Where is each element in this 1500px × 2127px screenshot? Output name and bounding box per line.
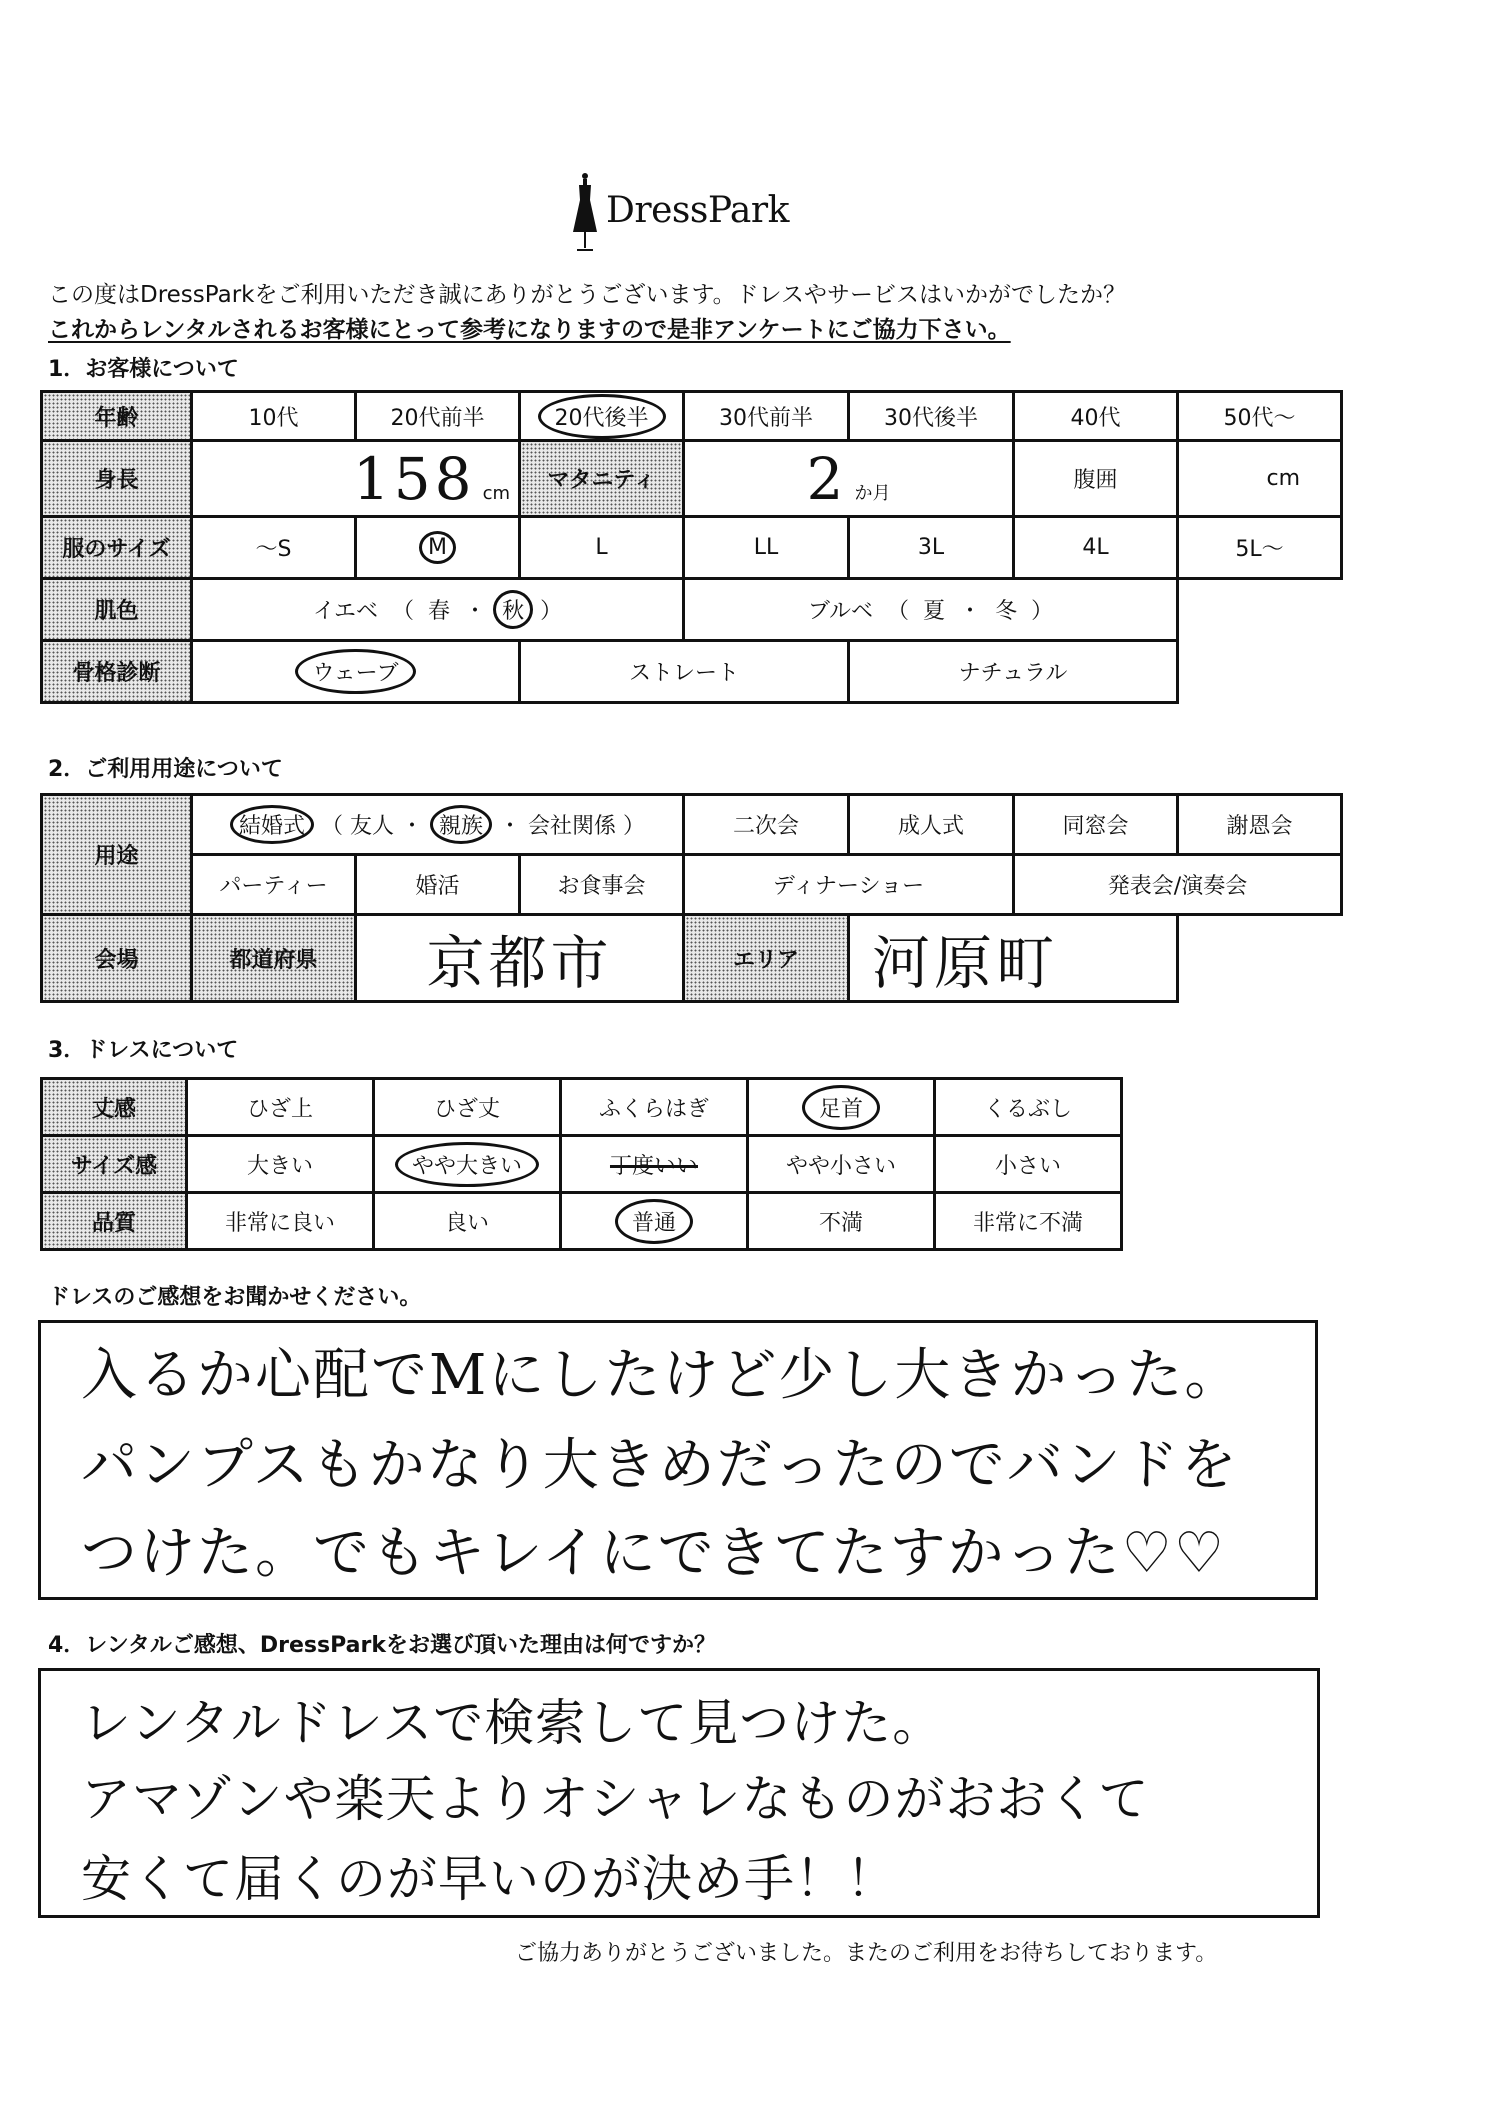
length-selected-circle: 足首 [802, 1085, 880, 1130]
size-option[interactable]: 4L [1014, 517, 1178, 579]
comment-line: つけた。でもキレイにできてたすかった♡♡ [81, 1521, 1227, 1586]
dress-table [40, 1077, 1123, 1251]
quality-selected-circle: 普通 [615, 1199, 693, 1244]
skin-summer: 夏 [923, 599, 946, 624]
section2-title: 2．ご利用用途について [48, 757, 283, 782]
waist-label: 腹囲 [1014, 441, 1178, 517]
empty-cell [1178, 641, 1342, 703]
size-option[interactable]: L [520, 517, 684, 579]
venue-label: 会場 [42, 915, 192, 1002]
usage-row-2 [42, 855, 1342, 915]
usage-option[interactable]: ディナーショー [684, 855, 1014, 915]
age-option[interactable]: 50代～ [1178, 392, 1342, 441]
size-option-selected[interactable] [356, 517, 520, 579]
usage-option[interactable]: 婚活 [356, 855, 520, 915]
skin-row [42, 579, 1342, 641]
skin-winter: 冬 [995, 599, 1018, 624]
skin-spring: 春 [428, 599, 451, 624]
paren-close: ） [1031, 599, 1054, 624]
length-option[interactable]: ひざ上 [187, 1079, 374, 1136]
quality-row [42, 1193, 1122, 1250]
paren-close: ） [623, 814, 646, 839]
length-option-selected[interactable] [748, 1079, 935, 1136]
skin-blue-cell[interactable] [684, 579, 1178, 641]
wedding-company: 会社関係 [528, 814, 617, 839]
age-option[interactable]: 10代 [192, 392, 356, 441]
reason-answer-box[interactable] [38, 1668, 1320, 1918]
usage-option[interactable]: 発表会/演奏会 [1014, 855, 1342, 915]
area-value: 河原町 [872, 929, 1059, 997]
fit-row [42, 1136, 1122, 1193]
fit-option-selected[interactable] [374, 1136, 561, 1193]
usage-option[interactable]: 同窓会 [1014, 795, 1178, 855]
size-row [42, 517, 1342, 579]
fit-option[interactable]: 小さい [935, 1136, 1122, 1193]
size-selected-circle: M [419, 531, 456, 564]
fit-struck-text: 丁度いい [609, 1153, 698, 1179]
area-value-cell[interactable] [849, 915, 1178, 1002]
length-label: 丈感 [42, 1079, 187, 1136]
quality-option-selected[interactable] [561, 1193, 748, 1250]
wedding-relative-selected: 親族 [430, 805, 492, 844]
customer-table [40, 390, 1343, 704]
separator-dot: ・ [499, 814, 522, 839]
maternity-months-cell[interactable] [684, 441, 1014, 517]
paren-open: （ [887, 599, 910, 624]
frame-label: 骨格診断 [42, 641, 192, 703]
age-option[interactable]: 20代前半 [356, 392, 520, 441]
fit-selected-circle: やや大きい [395, 1142, 539, 1187]
skin-label: 肌色 [42, 579, 192, 641]
paren-open: （ [320, 814, 343, 839]
age-option[interactable]: 30代前半 [684, 392, 849, 441]
usage-option[interactable]: 二次会 [684, 795, 849, 855]
size-option[interactable]: ～S [192, 517, 356, 579]
fit-option[interactable]: 大きい [187, 1136, 374, 1193]
length-row [42, 1079, 1122, 1136]
fit-option[interactable]: やや小さい [748, 1136, 935, 1193]
maternity-months-value: 2 [806, 444, 848, 513]
separator-dot: ・ [400, 814, 423, 839]
area-label: エリア [684, 915, 849, 1002]
prefecture-label: 都道府県 [192, 915, 356, 1002]
size-option[interactable]: LL [684, 517, 849, 579]
height-unit: cm [482, 482, 510, 504]
usage-option[interactable]: 成人式 [849, 795, 1014, 855]
waist-unit[interactable]: cm [1178, 441, 1342, 517]
size-option[interactable]: 5L～ [1178, 517, 1342, 579]
maternity-months-unit: か月 [854, 482, 891, 504]
prefecture-value-cell[interactable] [356, 915, 684, 1002]
length-option[interactable]: くるぶし [935, 1079, 1122, 1136]
paren-close: ） [540, 599, 563, 624]
comment-line: 入るか心配でMにしたけど少し大きかった。 [81, 1343, 1243, 1408]
usage-option[interactable]: パーティー [192, 855, 356, 915]
quality-option[interactable]: 良い [374, 1193, 561, 1250]
separator-dot: ・ [464, 599, 487, 624]
height-row [42, 441, 1342, 517]
fit-option-struck[interactable] [561, 1136, 748, 1193]
age-option-selected[interactable] [520, 392, 684, 441]
skin-yellow-label: イエベ [312, 599, 379, 624]
height-value: 158 [352, 444, 476, 513]
skin-blue-label: ブルベ [807, 599, 874, 624]
fit-label: サイズ感 [42, 1136, 187, 1193]
age-selected-circle: 20代後半 [538, 394, 666, 439]
comment-line: パンプスもかなり大きめだったのでバンドを [81, 1433, 1239, 1498]
quality-label: 品質 [42, 1193, 187, 1250]
usage-label: 用途 [42, 795, 192, 915]
skin-autumn-selected: 秋 [493, 590, 533, 629]
dress-mannequin-icon [570, 170, 600, 255]
age-option[interactable]: 30代後半 [849, 392, 1014, 441]
thanks-message: ご協力ありがとうございました。またのご利用をお待ちしております。 [515, 1941, 1218, 1966]
intro-request: これからレンタルされるお客様にとって参考になりますので是非アンケートにご協力下さい。 [48, 317, 1011, 343]
frame-option-selected[interactable] [192, 641, 520, 703]
empty-cell [1178, 579, 1342, 641]
answer-line: 安くて届くのが早いのが決め手！！ [81, 1850, 897, 1908]
venue-row [42, 915, 1342, 1002]
frame-option[interactable]: ナチュラル [849, 641, 1178, 703]
usage-option[interactable]: 謝恩会 [1178, 795, 1342, 855]
skin-yellow-cell[interactable] [192, 579, 684, 641]
usage-row-1 [42, 795, 1342, 855]
quality-option[interactable]: 非常に不満 [935, 1193, 1122, 1250]
wedding-cell[interactable] [192, 795, 684, 855]
frame-selected-circle: ウェーブ [295, 649, 415, 694]
answer-line: アマゾンや楽天よりオシャレなものがおおくて [81, 1770, 1150, 1828]
frame-option[interactable]: ストレート [520, 641, 849, 703]
dress-comment-box[interactable] [38, 1320, 1318, 1600]
height-value-cell[interactable] [192, 441, 520, 517]
usage-option[interactable]: お食事会 [520, 855, 684, 915]
size-option[interactable]: 3L [849, 517, 1014, 579]
quality-option[interactable]: 不満 [748, 1193, 935, 1250]
age-label: 年齢 [42, 392, 192, 441]
length-option[interactable]: ひざ丈 [374, 1079, 561, 1136]
section1-title: 1．お客様について [48, 357, 239, 382]
age-row [42, 392, 1342, 441]
empty-cell [1178, 915, 1342, 1002]
length-option[interactable]: ふくらはぎ [561, 1079, 748, 1136]
separator-dot: ・ [959, 599, 982, 624]
usage-table [40, 793, 1343, 1003]
frame-row [42, 641, 1342, 703]
height-label: 身長 [42, 441, 192, 517]
intro-text: この度はDressParkをご利用いただき誠にありがとうございます。ドレスやサービスはいかがでしたか？ [48, 282, 1126, 308]
quality-option[interactable]: 非常に良い [187, 1193, 374, 1250]
answer-line: レンタルドレスで検索して見つけた。 [81, 1694, 944, 1752]
maternity-label: マタニティ [520, 441, 684, 517]
paren-open: （ [392, 599, 415, 624]
size-label: 服のサイズ [42, 517, 192, 579]
brand-logo [570, 170, 810, 265]
comment-prompt: ドレスのご感想をお聞かせください。 [48, 1285, 422, 1310]
prefecture-value: 京都市 [426, 929, 613, 997]
brand-name: DressPark [606, 190, 789, 231]
wedding-selected: 結婚式 [230, 805, 314, 844]
section3-title: 3．ドレスについて [48, 1038, 239, 1063]
age-option[interactable]: 40代 [1014, 392, 1178, 441]
wedding-friend: 友人 [349, 814, 394, 839]
section4-title: 4．レンタルご感想、DressParkをお選び頂いた理由は何ですか？ [48, 1633, 716, 1658]
